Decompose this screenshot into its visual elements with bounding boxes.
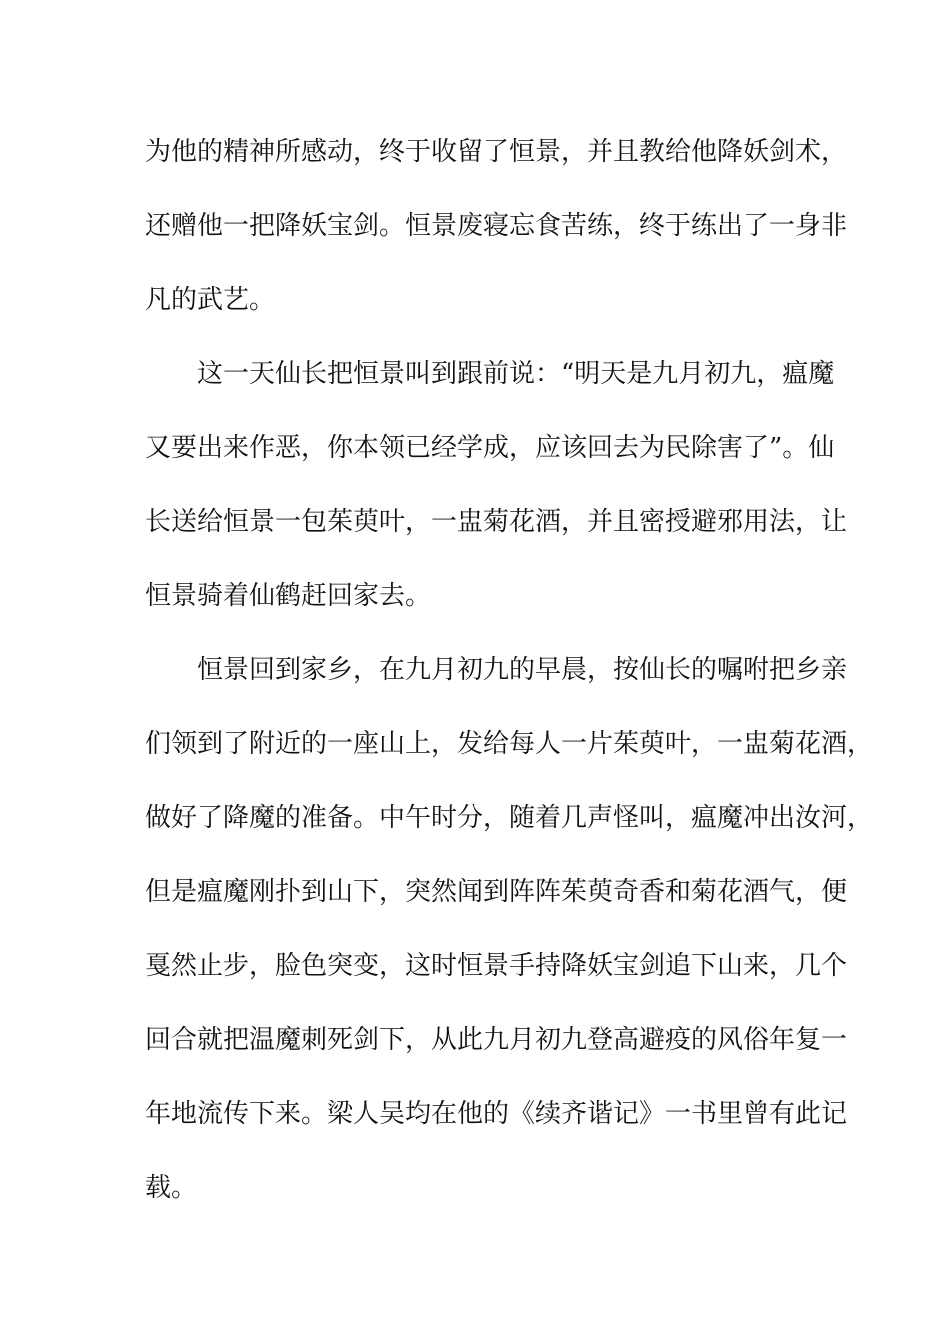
paragraph-first-line: 恒景回到家乡，在九月初九的早晨，按仙长的嘱咐把乡亲: [197, 655, 848, 685]
text-line: 凡的武艺。: [145, 285, 276, 315]
paragraph-first-line: 这一天仙长把恒景叫到跟前说：“明天是九月初九，瘟魔: [197, 359, 835, 389]
text-line: 回合就把温魔刺死剑下，从此九月初九登高避疫的风俗年复一: [145, 1025, 848, 1055]
text-line: 戛然止步，脸色突变，这时恒景手持降妖宝剑追下山来，几个: [145, 951, 848, 981]
text-line: 年地流传下来。梁人吴均在他的《续齐谐记》一书里曾有此记: [145, 1099, 848, 1129]
text-line: 恒景骑着仙鹤赶回家去。: [145, 581, 432, 611]
text-line: 做好了降魔的准备。中午时分，随着几声怪叫，瘟魔冲出汝河，: [145, 803, 874, 833]
text-line: 们领到了附近的一座山上，发给每人一片茱萸叶，一盅菊花酒，: [145, 729, 874, 759]
text-line: 长送给恒景一包茱萸叶，一盅菊花酒，并且密授避邪用法，让: [145, 507, 848, 537]
text-line: 还赠他一把降妖宝剑。恒景废寝忘食苦练，终于练出了一身非: [145, 211, 848, 241]
text-line: 载。: [145, 1173, 198, 1203]
text-line: 为他的精神所感动，终于收留了恒景，并且教给他降妖剑术，: [145, 137, 848, 167]
text-line: 但是瘟魔刚扑到山下，突然闻到阵阵茱萸奇香和菊花酒气，便: [145, 877, 848, 907]
text-line: 又要出来作恶，你本领已经学成，应该回去为民除害了”。仙: [145, 433, 835, 463]
